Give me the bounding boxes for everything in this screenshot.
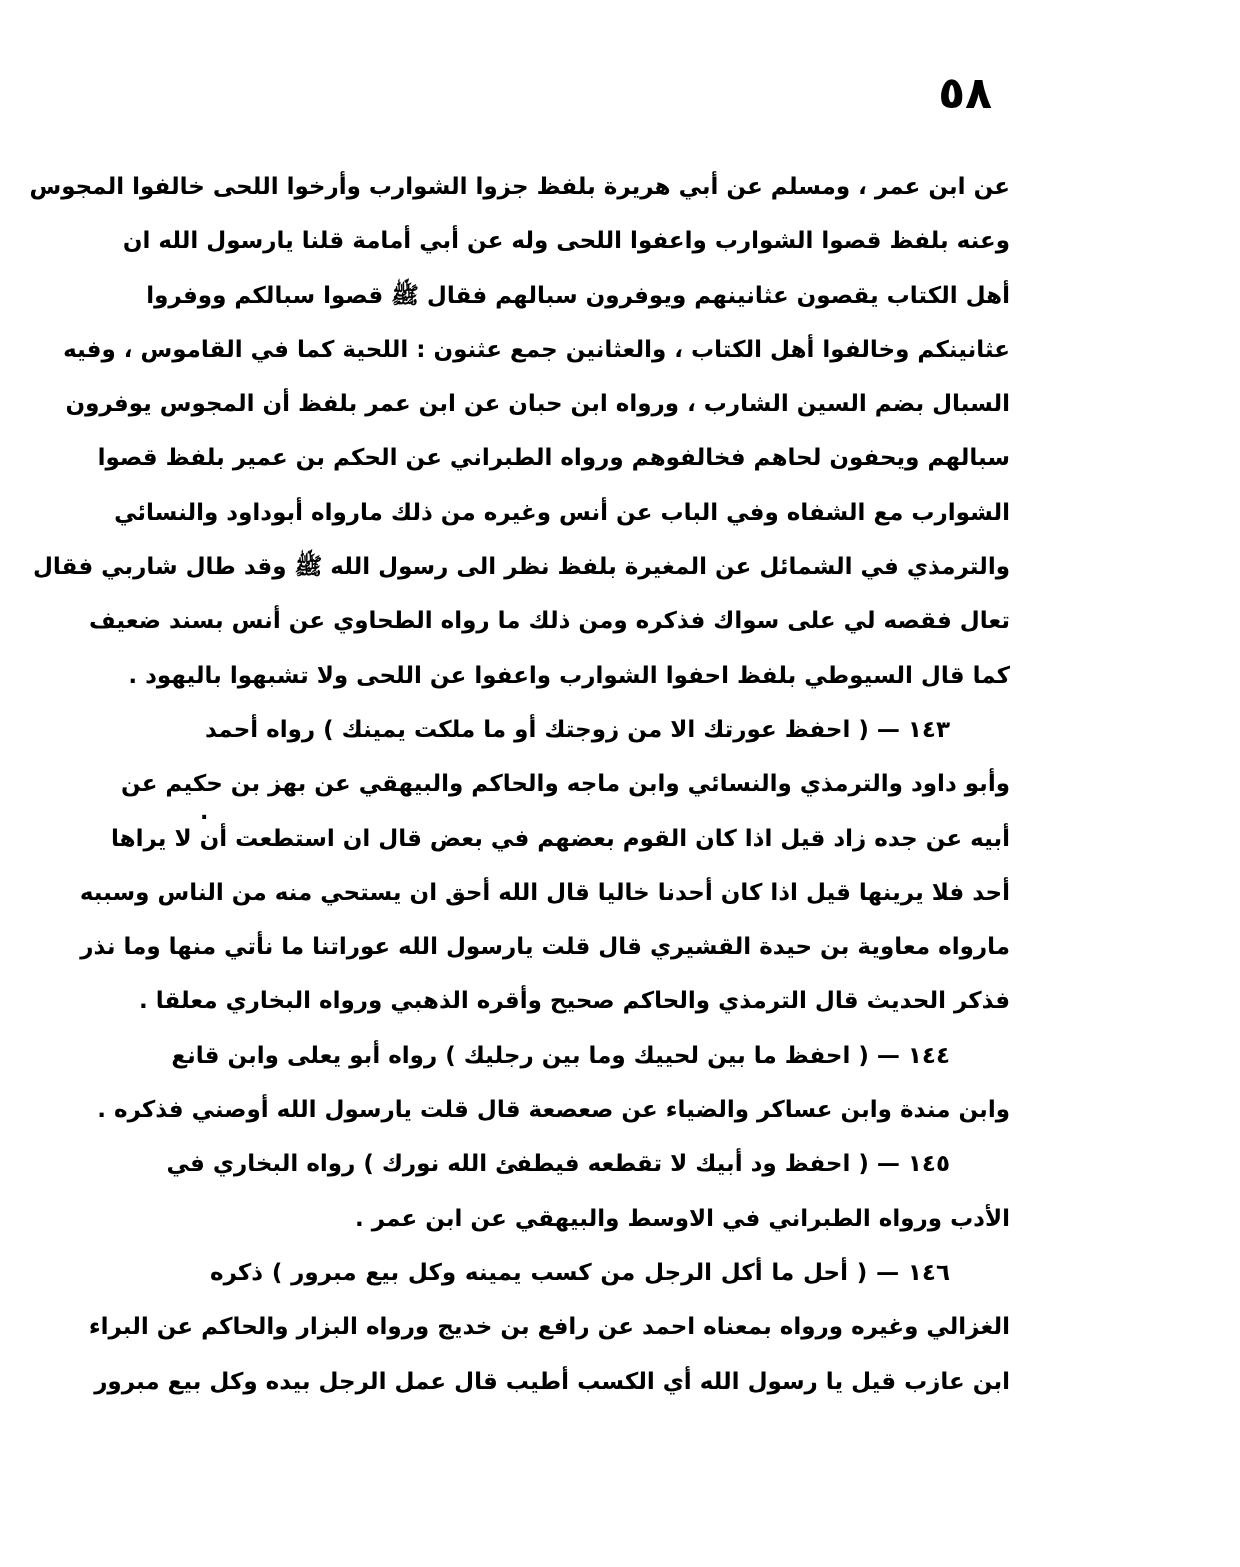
page-number: ٥٨ [938, 68, 992, 119]
text-line: والترمذي في الشمائل عن المغيرة بلفظ نظر الى رسول الله ﷺ وقد طال شاربي فقال [32, 554, 1010, 581]
text-line: وأبو داود والترمذي والنسائي وابن ماجه والحاكم والبيهقي عن بهز بن حكيم عن [121, 771, 1010, 798]
text-line: أهل الكتاب يقصون عثانينهم ويوفرون سبالهم فقال ﷺ قصوا سبالكم ووفروا [146, 282, 1010, 309]
text-line: سبالهم ويحفون لحاهم فخالفوهم ورواه الطبراني عن الحكم بن عمير بلفظ قصوا [97, 445, 1010, 472]
hadith-144-heading: ١٤٤ — ( احفظ ما بين لحييك وما بين رجليك ) رواه أبو يعلى وابن قانع [171, 1042, 950, 1069]
text-line: الشوارب مع الشفاه وفي الباب عن أنس وغيره من ذلك مارواه أبوداود والنسائي [114, 499, 1010, 526]
text-line: وعنه بلفظ قصوا الشوارب واعفوا اللحى وله عن أبي أمامة قلنا يارسول الله ان [122, 228, 1010, 255]
text-line: ابن عازب قيل يا رسول الله أي الكسب أطيب قال عمل الرجل بيده وكل بيع مبرور [94, 1368, 1010, 1395]
hadith-145-heading: ١٤٥ — ( احفظ ود أبيك لا تقطعه فيطفئ الله نورك ) رواه البخاري في [166, 1151, 950, 1178]
text-line: عثانينكم وخالفوا أهل الكتاب ، والعثانين جمع عثنون : اللحية كما في القاموس ، وفيه [63, 336, 1010, 363]
hadith-143-heading: ١٤٣ — ( احفظ عورتك الا من زوجتك أو ما ملكت يمينك ) رواه أحمد [204, 716, 950, 743]
text-line: مارواه معاوية بن حيدة القشيري قال قلت يارسول الله عوراتنا ما نأتي منها وما نذر [80, 934, 1010, 961]
text-line: عن ابن عمر ، ومسلم عن أبي هريرة بلفظ جزوا الشوارب وأرخوا اللحى خالفوا المجوس [29, 174, 1010, 200]
text-line: السبال بضم السين الشارب ، ورواه ابن حبان عن ابن عمر بلفظ أن المجوس يوفرون [65, 391, 1010, 418]
text-line: أبيه عن جده زاد قيل اذا كان القوم بعضهم في بعض قال ان استطعت أن لا يراها [111, 825, 1010, 852]
body-text [29, 160, 1010, 1409]
hadith-146-heading: ١٤٦ — ( أحل ما أكل الرجل من كسب يمينه وكل بيع مبرور ) ذكره [210, 1259, 950, 1286]
text-line: الغزالي وغيره ورواه بمعناه احمد عن رافع بن خديج ورواه البزار والحاكم عن البراء [88, 1314, 1010, 1341]
text-line: الأدب ورواه الطبراني في الاوسط والبيهقي عن ابن عمر . [355, 1205, 1010, 1232]
text-line: فذكر الحديث قال الترمذي والحاكم صحيح وأقره الذهبي ورواه البخاري معلقا . [139, 988, 1010, 1015]
margin-mark: . [200, 800, 209, 825]
text-line: كما قال السيوطي بلفظ احفوا الشوارب واعفوا عن اللحى ولا تشبهوا باليهود . [128, 662, 1010, 689]
text-line: أحد فلا يرينها قيل اذا كان أحدنا خاليا قال الله أحق ان يستحي منه من الناس وسببه [79, 879, 1010, 906]
text-line: وابن مندة وابن عساكر والضياء عن صعصعة قال قلت يارسول الله أوصني فذكره . [97, 1097, 1010, 1124]
text-line: تعال فقصه لي على سواك فذكره ومن ذلك ما رواه الطحاوي عن أنس بسند ضعيف [88, 608, 1010, 635]
